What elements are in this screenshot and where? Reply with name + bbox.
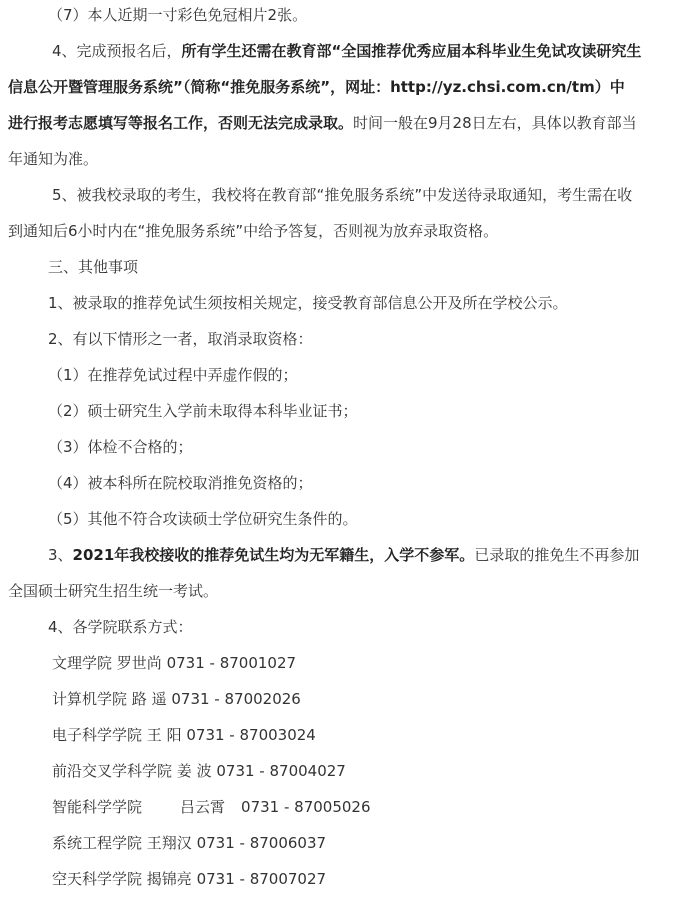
paragraph-4-line-1: [0, 33, 694, 69]
contact-row: [0, 717, 694, 753]
other-item-2: [0, 321, 694, 357]
contact-person: 姜 波: [176, 762, 212, 780]
other-item-1-text: 1、被录取的推荐免试生须按相关规定，接受教育部信息公开及所在学校公示。: [48, 294, 568, 312]
contact-school: 文理学院: [52, 654, 113, 672]
other-item-4: [0, 609, 694, 645]
other-item-3-line-2: [0, 573, 694, 609]
disqualify-item-5: [0, 501, 694, 537]
disqualify-item-2-text: （2）硕士研究生入学前未取得本科毕业证书；: [48, 402, 358, 420]
contact-school: 智能科学学院: [52, 798, 143, 816]
requirement-item-7-text: （7）本人近期一寸彩色免冠相片2张。: [48, 6, 308, 24]
paragraph-4-end: 年通知为准。: [8, 150, 99, 168]
contact-school: 计算机学院: [52, 690, 128, 708]
other-item-3-bold-text: 2021年我校接收的推荐免试生均为无军籍生，入学不参军。: [72, 546, 475, 564]
contact-school: 电子科学学院: [52, 726, 143, 744]
other-item-1: [0, 285, 694, 321]
disqualify-item-2: [0, 393, 694, 429]
contact-person: 王 阳: [146, 726, 182, 744]
paragraph-4-intro: 4、完成预报名后，: [52, 42, 182, 60]
requirement-item-7: [0, 0, 694, 33]
contact-row: [0, 681, 694, 717]
paragraph-4-line-2: [0, 69, 694, 105]
contact-phone: 0731 - 87006037: [196, 834, 327, 852]
contact-person: 罗世尚: [116, 654, 162, 672]
paragraph-4-bold-text: 所有学生还需在教育部“全国推荐优秀应届本科毕业生免试攻读研究生: [181, 42, 642, 60]
contact-row: [0, 789, 694, 825]
paragraph-4-line-3: [0, 105, 694, 141]
disqualify-item-4: [0, 465, 694, 501]
disqualify-item-4-text: （4）被本科所在院校取消推免资格的；: [48, 474, 313, 492]
other-item-3-text: 已录取的推免生不再参加: [474, 546, 640, 564]
paragraph-5-line-1: [0, 177, 694, 213]
paragraph-5-end: 到通知后6小时内在“推免服务系统”中给予答复，否则视为放弃录取资格。: [8, 222, 499, 240]
contact-person: 吕云霄: [180, 798, 226, 816]
contact-row: [0, 825, 694, 861]
other-item-3-line-1: [0, 537, 694, 573]
other-item-3-end: 全国硕士研究生招生统一考试。: [8, 582, 219, 600]
contact-row: [0, 753, 694, 789]
other-item-2-text: 2、有以下情形之一者，取消录取资格：: [48, 330, 313, 348]
disqualify-item-3: [0, 429, 694, 465]
disqualify-item-3-text: （3）体检不合格的；: [48, 438, 193, 456]
paragraph-4-bold-end: 进行报考志愿填写等报名工作，否则无法完成录取。: [8, 114, 354, 132]
section-heading-other: [0, 249, 694, 285]
contact-person: 揭锦亮: [146, 870, 192, 888]
contact-row: [0, 645, 694, 681]
disqualify-item-1: [0, 357, 694, 393]
paragraph-4-line-4: [0, 141, 694, 177]
paragraph-4-bold-url-text: 信息公开暨管理服务系统”（简称“推免服务系统”，网址：http://yz.chsi.com.cn/tm）中: [8, 78, 625, 96]
contact-phone: 0731 - 87002026: [171, 690, 301, 708]
contact-row: [0, 861, 694, 897]
contact-school: 前沿交叉学科学院: [52, 762, 173, 780]
contacts-heading: 4、各学院联系方式：: [48, 618, 193, 636]
contact-person: 路 遥: [131, 690, 167, 708]
contact-person: 王翔汉: [146, 834, 192, 852]
contact-phone: 0731 - 87004027: [216, 762, 346, 780]
contact-phone: 0731 - 87007027: [196, 870, 327, 888]
paragraph-4-time-text: 时间一般在9月28日左右，具体以教育部当: [353, 114, 637, 132]
contact-phone: 0731 - 87001027: [166, 654, 297, 672]
disqualify-item-1-text: （1）在推荐免试过程中弄虚作假的；: [48, 366, 298, 384]
section-heading-text: 三、其他事项: [48, 258, 139, 276]
contact-school: 空天科学学院: [52, 870, 143, 888]
contact-phone: 0731 - 87003024: [186, 726, 316, 744]
contact-school: 系统工程学院: [52, 834, 143, 852]
disqualify-item-5-text: （5）其他不符合攻读硕士学位研究生条件的。: [48, 510, 358, 528]
paragraph-5-text: 5、被我校录取的考生，我校将在教育部“推免服务系统”中发送待录取通知，考生需在收: [52, 186, 633, 204]
contact-phone: 0731 - 87005026: [241, 798, 371, 816]
paragraph-5-line-2: [0, 213, 694, 249]
other-item-3-number: 3、: [48, 546, 73, 564]
